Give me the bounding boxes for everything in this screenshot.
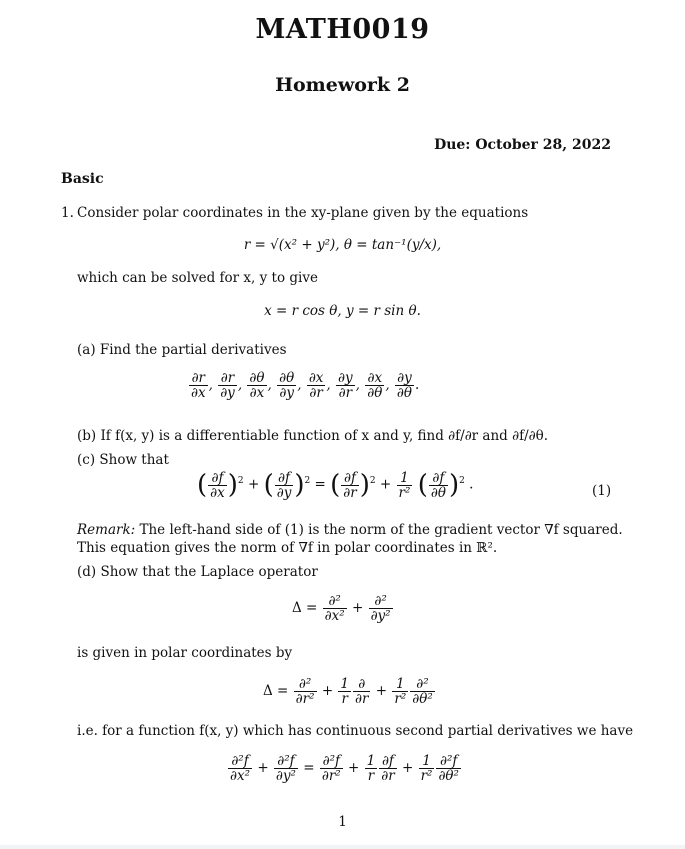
ie-text: i.e. for a function f(x, y) which has continuous second partial derivatives we have [77, 723, 634, 739]
partial-fraction: $\frac{\partial\theta}{\partial x}$ [249, 370, 265, 401]
partial-fraction: $\frac{\partial y}{\partial\theta}$ [396, 370, 413, 401]
remark-line-2: This equation gives the norm of ∇f in polar coordinates in ℝ². [77, 540, 498, 556]
remark-text: The left-hand side of (1) is the norm of the gradient vector ∇f squared. [139, 522, 623, 538]
part-a-text: (a) Find the partial derivatives [77, 342, 287, 358]
page-divider [0, 845, 685, 849]
partials-list: $\frac{\partial r}{\partial x}$ , $\frac{\partial r}{\partial y}$ , $\frac{\partial\theta}{\partial x}$ , $\frac{\partial\theta}{\partial y}$ , $\frac{\partial x}{\partial r}$ , $\frac{\partial y}{\partial r}$ , $\frac{\partial x}{\partial\theta}$ , $\frac{\partial y}{\partial\theta}$ . [191, 370, 420, 401]
problem-number: 1. [61, 205, 74, 221]
equation-polar: r = √(x² + y²), θ = tan⁻¹(y/x), [243, 237, 442, 253]
partial-fraction: $\frac{\partial x}{\partial r}$ [308, 370, 324, 401]
due-date: Due: October 28, 2022 [434, 137, 611, 153]
part-c-text: (c) Show that [77, 452, 169, 468]
partial-fraction: $\frac{\partial r}{\partial y}$ [220, 370, 235, 401]
partial-fraction: $\frac{\partial\theta}{\partial y}$ [279, 370, 295, 401]
equation-laplace-polar: Δ = $\frac{\text{∂²}}{\text{∂r²}}$ + $\frac{1}{r}$ $\frac{\partial}{\partial r}$ + $\frac{1}{\text{r²}}$ $\frac{\text{∂²}}{\text{∂θ²}}$ [263, 676, 433, 707]
page-number: 1 [338, 814, 347, 830]
section-heading: Basic [61, 171, 104, 187]
part-b-text: (b) If f(x, y) is a differentiable function of x and y, find ∂f/∂r and ∂f/∂θ. [77, 428, 549, 444]
remark-label: Remark: [77, 522, 136, 538]
partial-fraction: $\frac{\partial y}{\partial r}$ [338, 370, 353, 401]
equation-number: (1) [592, 483, 612, 499]
page-subtitle: Homework 2 [275, 74, 410, 96]
partial-fraction: $\frac{\partial x}{\partial\theta}$ [367, 370, 383, 401]
problem-intro: Consider polar coordinates in the xy-plane given by the equations [77, 205, 529, 221]
partial-fraction: $\frac{\partial r}{\partial x}$ [191, 370, 206, 401]
polar-text: is given in polar coordinates by [77, 645, 293, 661]
solved-text: which can be solved for x, y to give [77, 270, 318, 286]
equation-gradient-norm: ( $\frac{\partial f}{\partial x}$ )$^2$ + ( $\frac{\partial f}{\partial y}$ )$^2$ = ( $\frac{\partial f}{\partial r}$ )$^2$ + $\frac{1}{\text{r²}}$ ( $\frac{\partial f}{\partial\theta}$ )$^2$ . [197, 469, 474, 501]
part-d-text: (d) Show that the Laplace operator [77, 564, 318, 580]
equation-laplace-cartesian: Δ = $\frac{\text{∂²}}{\text{∂x²}}$ + $\frac{\text{∂²}}{\text{∂y²}}$ [292, 593, 391, 624]
equation-laplace-full: $\frac{\text{∂²f}}{\text{∂x²}}$ + $\frac{\text{∂²f}}{\text{∂y²}}$ = $\frac{\text{∂²f}}{\text{∂r²}}$ + $\frac{1}{r}$ $\frac{\partial f}{\partial r}$ + $\frac{1}{\text{r²}}$ $\frac{\text{∂²f}}{\text{∂θ²}}$ [230, 753, 459, 784]
page-title: MATH0019 [255, 14, 430, 45]
remark-line-1 [77, 522, 623, 538]
equation-cartesian: x = r cos θ, y = r sin θ. [264, 303, 421, 319]
